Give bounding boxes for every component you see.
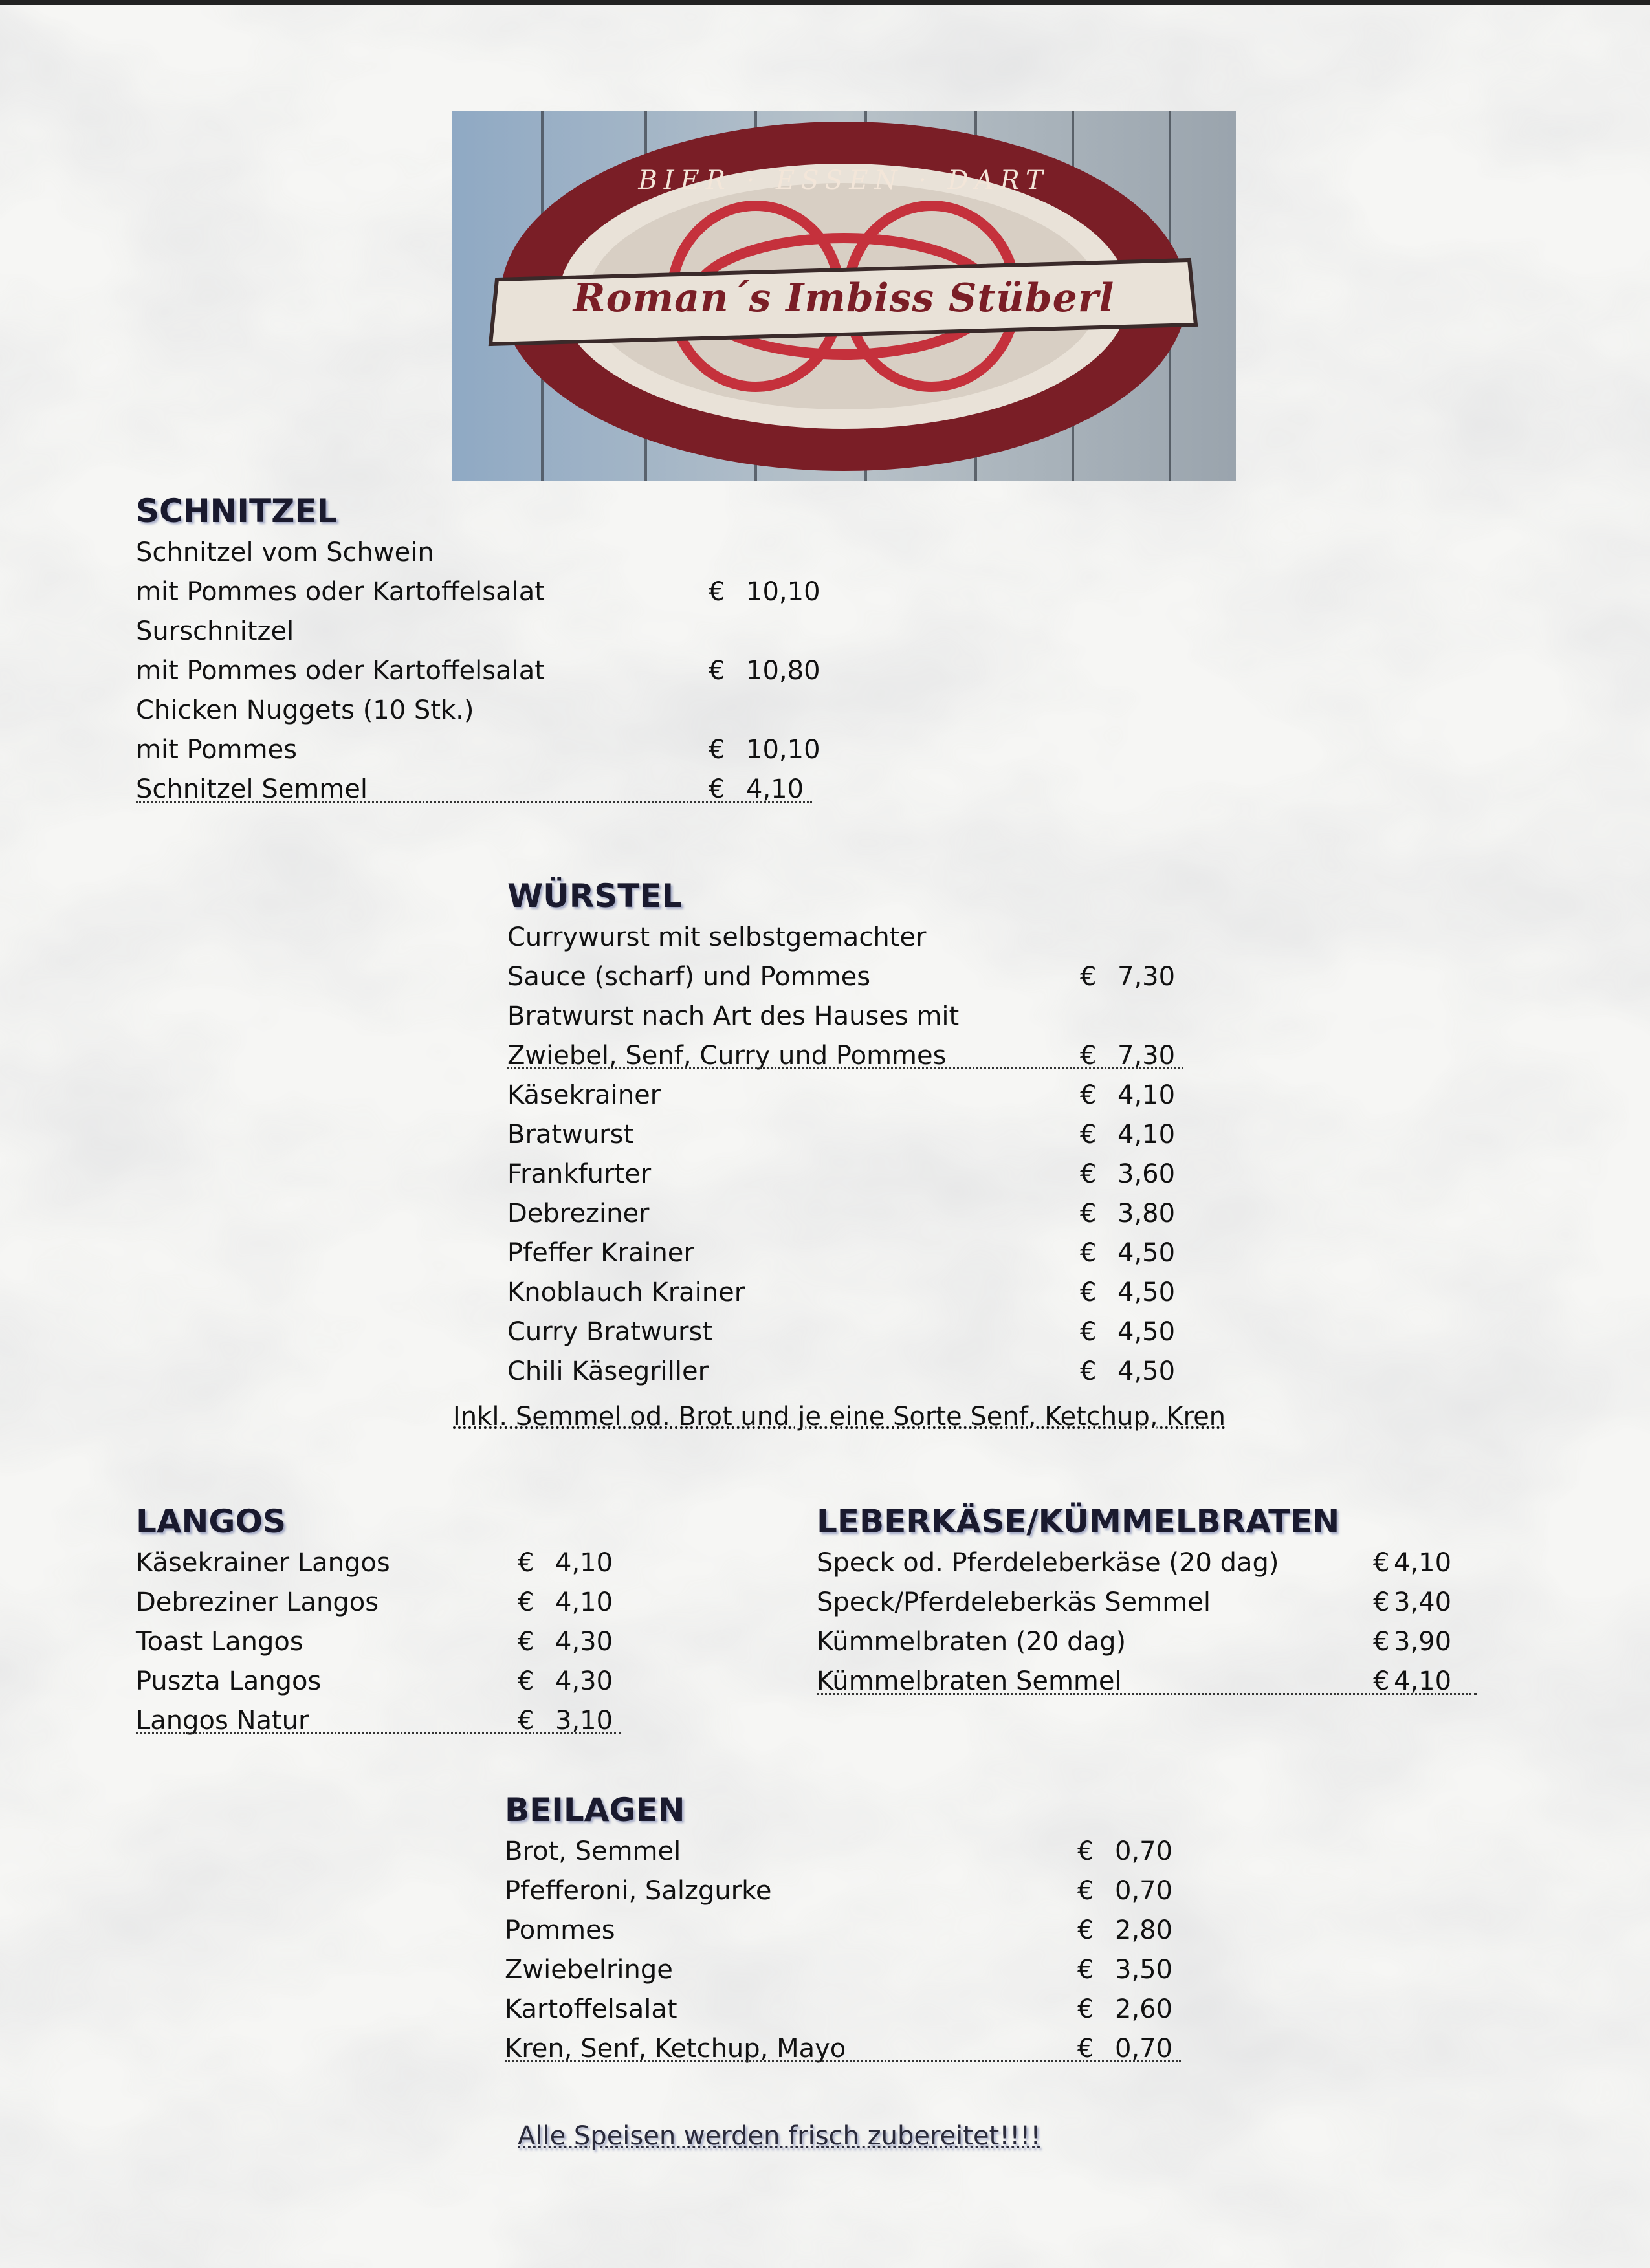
menu-item-price (1077, 1990, 1172, 2029)
price-value: 4,10 (746, 774, 804, 804)
menu-item (817, 1543, 1457, 1583)
currency-symbol: € (1080, 962, 1097, 992)
menu-item-name: mit Pommes oder Kartoffelsalat (136, 577, 545, 607)
menu-item-price (1080, 1273, 1175, 1313)
menu-item-name: Brot, Semmel (505, 1837, 681, 1866)
price-value: 0,70 (1115, 1876, 1173, 1906)
currency-symbol: € (1077, 1876, 1094, 1906)
price-value: 3,80 (1117, 1199, 1176, 1228)
menu-item-name: Frankfurter (507, 1159, 652, 1189)
menu-item-price (1080, 1234, 1175, 1273)
menu-item (505, 1832, 1178, 1871)
menu-item-name: Schnitzel vom Schwein (136, 538, 434, 567)
section-title: BEILAGEN (505, 1791, 685, 1829)
menu-item (817, 1583, 1457, 1622)
price-value: 3,90 (1394, 1627, 1452, 1657)
menu-item (136, 612, 809, 651)
menu-item-name: Toast Langos (136, 1627, 303, 1657)
menu-item-name: Kümmelbraten Semmel (817, 1666, 1122, 1696)
currency-symbol: € (1080, 1080, 1097, 1110)
menu-item-name: Speck/Pferdeleberkäs Semmel (817, 1587, 1211, 1617)
menu-item-price (1373, 1543, 1451, 1583)
menu-item-name: Zwiebelringe (505, 1955, 673, 1985)
price-value: 10,10 (746, 735, 820, 765)
menu-item-price (1373, 1583, 1451, 1622)
menu-item (505, 1911, 1178, 1950)
menu-item (505, 2029, 1181, 2069)
section-title: SCHNITZEL (136, 492, 338, 530)
menu-item-price (1080, 1352, 1175, 1391)
currency-symbol: € (709, 735, 725, 765)
currency-symbol: € (518, 1548, 534, 1578)
price-value: 4,30 (555, 1627, 613, 1657)
menu-item-price (1077, 1950, 1172, 1990)
price-value: 2,80 (1115, 1915, 1173, 1945)
currency-symbol: € (1077, 1955, 1094, 1985)
currency-symbol: € (1080, 1199, 1097, 1228)
restaurant-logo (452, 111, 1236, 481)
price-value: 4,10 (1117, 1080, 1176, 1110)
menu-item (136, 1662, 615, 1701)
menu-item-price (709, 572, 820, 612)
menu-item (136, 1543, 615, 1583)
menu-item-name: Kartoffelsalat (505, 1994, 677, 2024)
price-value: 4,10 (555, 1548, 613, 1578)
currency-symbol: € (1373, 1627, 1390, 1657)
menu-item-name: Käsekrainer (507, 1080, 661, 1110)
menu-item-name: Chili Käsegriller (507, 1357, 709, 1386)
section-leberkaese (817, 1502, 1457, 1701)
menu-item-name: Kren, Senf, Ketchup, Mayo (505, 2034, 846, 2064)
menu-item (136, 770, 812, 809)
menu-item-name: Debreziner Langos (136, 1587, 379, 1617)
menu-item-price (518, 1543, 613, 1583)
menu-item-name: Bratwurst nach Art des Hauses mit (507, 1001, 960, 1031)
menu-item-name: Surschnitzel (136, 616, 294, 646)
logo-title: Roman´s Imbiss Stüberl (573, 276, 1115, 321)
price-value: 4,10 (1394, 1666, 1452, 1696)
menu-item-name: Bratwurst (507, 1120, 634, 1150)
menu-item-price (1080, 1036, 1175, 1076)
menu-item-name: mit Pommes oder Kartoffelsalat (136, 656, 545, 686)
menu-item-name: Curry Bratwurst (507, 1317, 712, 1347)
menu-item-price (1077, 1832, 1172, 1871)
menu-item-name: Currywurst mit selbstgemachter (507, 922, 927, 952)
menu-item-price (518, 1622, 613, 1662)
section-title: LEBERKÄSE/KÜMMELBRATEN (817, 1503, 1340, 1540)
menu-item-name: mit Pommes (136, 735, 298, 765)
menu-item (507, 1234, 1177, 1273)
currency-symbol: € (1080, 1317, 1097, 1347)
menu-item-price (1077, 2029, 1172, 2069)
menu-item-name: Pfefferoni, Salzgurke (505, 1876, 772, 1906)
menu-item (507, 1076, 1177, 1115)
menu-item-name: Zwiebel, Senf, Curry und Pommes (507, 1041, 947, 1071)
menu-item-price (1080, 957, 1175, 997)
menu-item (817, 1662, 1477, 1701)
menu-item (507, 1313, 1177, 1352)
menu-item-price (1080, 1313, 1175, 1352)
currency-symbol: € (709, 774, 725, 804)
price-value: 0,70 (1115, 1837, 1173, 1866)
currency-symbol: € (1077, 2034, 1094, 2064)
menu-item-name: Kümmelbraten (20 dag) (817, 1627, 1127, 1657)
menu-item (507, 918, 1177, 957)
currency-symbol: € (518, 1706, 534, 1736)
section-schnitzel (136, 492, 820, 809)
svg-text:BIER · ESSEN · DART: BIER · ESSEN · DART (638, 166, 1050, 195)
menu-item (817, 1622, 1457, 1662)
menu-item-name: Chicken Nuggets (10 Stk.) (136, 695, 474, 725)
currency-symbol: € (1080, 1159, 1097, 1189)
menu-item-price (1373, 1662, 1451, 1701)
scan-top-edge (0, 0, 1650, 5)
currency-symbol: € (518, 1666, 534, 1696)
price-value: 2,60 (1115, 1994, 1173, 2024)
price-value: 4,10 (555, 1587, 613, 1617)
menu-item-price (518, 1662, 613, 1701)
menu-item (505, 1950, 1178, 1990)
currency-symbol: € (1077, 1994, 1094, 2024)
price-value: 3,40 (1394, 1587, 1452, 1617)
price-value: 7,30 (1117, 1041, 1176, 1071)
currency-symbol: € (1080, 1238, 1097, 1268)
menu-item-price (1077, 1911, 1172, 1950)
menu-item (507, 1155, 1177, 1194)
currency-symbol: € (1373, 1666, 1390, 1696)
currency-symbol: € (518, 1627, 534, 1657)
footer-note: Alle Speisen werden frisch zubereitet!!!! (518, 2121, 1041, 2151)
menu-item-price (518, 1701, 613, 1741)
menu-item (136, 572, 820, 612)
menu-item-name: Puszta Langos (136, 1666, 322, 1696)
menu-item-name: Debreziner (507, 1199, 650, 1228)
price-value: 3,50 (1115, 1955, 1173, 1985)
currency-symbol: € (1077, 1915, 1094, 1945)
section-title: WÜRSTEL (507, 877, 683, 915)
menu-item-price (518, 1583, 613, 1622)
menu-item-name: Knoblauch Krainer (507, 1278, 745, 1307)
menu-item-name: Sauce (scharf) und Pommes (507, 962, 871, 992)
menu-item-price (1373, 1622, 1451, 1662)
menu-item-price (1077, 1871, 1172, 1911)
menu-item (507, 1036, 1183, 1076)
menu-item (136, 533, 809, 572)
currency-symbol: € (1080, 1278, 1097, 1307)
menu-item-name: Schnitzel Semmel (136, 774, 368, 804)
menu-item (136, 651, 820, 691)
section-wuerstel (507, 877, 1177, 1391)
currency-symbol: € (1080, 1041, 1097, 1071)
menu-item (507, 997, 1177, 1036)
menu-item-name: Langos Natur (136, 1706, 309, 1736)
menu-item (136, 1701, 621, 1741)
menu-item (505, 1990, 1178, 2029)
price-value: 3,10 (555, 1706, 613, 1736)
price-value: 7,30 (1117, 962, 1176, 992)
currency-symbol: € (1080, 1120, 1097, 1150)
wuerstel-note: Inkl. Semmel od. Brot und je eine Sorte Senf, Ketchup, Kren (453, 1402, 1226, 1432)
menu-item-name: Pommes (505, 1915, 615, 1945)
currency-symbol: € (1077, 1837, 1094, 1866)
menu-item (507, 1273, 1177, 1313)
price-value: 10,10 (746, 577, 820, 607)
menu-item-name: Speck od. Pferdeleberkäse (20 dag) (817, 1548, 1279, 1578)
currency-symbol: € (518, 1587, 534, 1617)
section-langos (136, 1502, 615, 1741)
price-value: 4,10 (1394, 1548, 1452, 1578)
menu-item (136, 1622, 615, 1662)
price-value: 4,50 (1117, 1278, 1176, 1307)
menu-item-price (1080, 1155, 1175, 1194)
price-value: 0,70 (1115, 2034, 1173, 2064)
price-value: 4,50 (1117, 1357, 1176, 1386)
menu-item-price (709, 651, 820, 691)
menu-item (507, 1194, 1177, 1234)
menu-item-price (1080, 1115, 1175, 1155)
menu-item (136, 691, 809, 730)
section-title: LANGOS (136, 1503, 286, 1540)
menu-item (136, 730, 820, 770)
menu-item-price (709, 770, 804, 809)
menu-item (505, 1871, 1178, 1911)
menu-item-price (1080, 1076, 1175, 1115)
menu-item-price (1080, 1194, 1175, 1234)
menu-item (136, 1583, 615, 1622)
menu-item (507, 1115, 1177, 1155)
menu-item (507, 957, 1177, 997)
currency-symbol: € (709, 656, 725, 686)
price-value: 4,50 (1117, 1238, 1176, 1268)
menu-item-price (709, 730, 820, 770)
menu-item (507, 1352, 1177, 1391)
price-value: 4,10 (1117, 1120, 1176, 1150)
currency-symbol: € (709, 577, 725, 607)
currency-symbol: € (1373, 1587, 1390, 1617)
currency-symbol: € (1080, 1357, 1097, 1386)
menu-item-name: Käsekrainer Langos (136, 1548, 390, 1578)
price-value: 4,30 (555, 1666, 613, 1696)
currency-symbol: € (1373, 1548, 1390, 1578)
price-value: 3,60 (1117, 1159, 1176, 1189)
price-value: 4,50 (1117, 1317, 1176, 1347)
price-value: 10,80 (746, 656, 820, 686)
section-beilagen (505, 1791, 1178, 2069)
menu-item-name: Pfeffer Krainer (507, 1238, 694, 1268)
